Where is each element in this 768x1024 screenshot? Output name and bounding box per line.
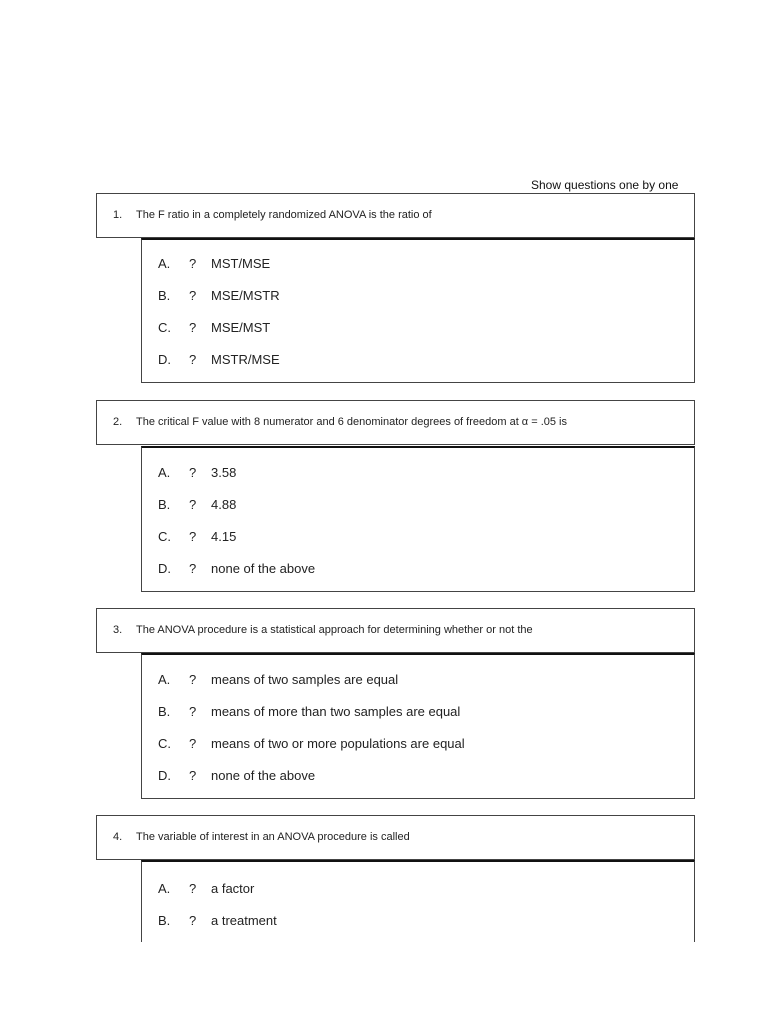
option-letter: A. [158, 881, 171, 896]
option-marker[interactable]: ? [189, 529, 197, 544]
option-text: MST/MSE [211, 256, 271, 271]
question-text: The ANOVA procedure is a statistical approach for determining whether or not the [136, 624, 533, 636]
option-letter: A. [158, 256, 171, 271]
option-text: 3.58 [211, 465, 237, 480]
option-letter: A. [158, 672, 171, 687]
option-text: a treatment [211, 913, 277, 928]
answer-list-3 [141, 653, 695, 799]
option-letter: B. [158, 288, 171, 303]
option-letter: C. [158, 736, 171, 751]
question-3 [96, 608, 695, 653]
option-letter: D. [158, 561, 171, 576]
option-text: MSE/MST [211, 320, 271, 335]
option-marker[interactable]: ? [189, 352, 197, 367]
option-letter: B. [158, 913, 171, 928]
option-text: means of two samples are equal [211, 672, 399, 687]
answer-option[interactable] [142, 352, 694, 384]
option-letter: D. [158, 768, 171, 783]
option-letter: A. [158, 465, 171, 480]
option-letter: B. [158, 497, 171, 512]
option-marker[interactable]: ? [189, 465, 197, 480]
option-text: none of the above [211, 768, 316, 783]
answer-option[interactable] [142, 256, 694, 288]
answer-option[interactable] [142, 913, 694, 945]
question-text: The F ratio in a completely randomized ANOVA is the ratio of [136, 209, 432, 221]
question-number: 4. [113, 831, 123, 843]
question-text: The critical F value with 8 numerator and 6 denominator degrees of freedom at α = .05 is [136, 416, 567, 428]
option-marker[interactable]: ? [189, 561, 197, 576]
option-text: none of the above [211, 561, 316, 576]
answer-option[interactable] [142, 768, 694, 800]
answer-option[interactable] [142, 497, 694, 529]
option-text: a factor [211, 881, 255, 896]
question-number: 1. [113, 209, 123, 221]
option-letter: B. [158, 704, 171, 719]
answer-option[interactable] [142, 320, 694, 352]
option-marker[interactable]: ? [189, 672, 197, 687]
option-text: 4.88 [211, 497, 237, 512]
option-marker[interactable]: ? [189, 913, 197, 928]
show-questions-one-by-one-link[interactable]: Show questions one by one [531, 178, 679, 192]
option-text: 4.15 [211, 529, 237, 544]
answer-list-1 [141, 238, 695, 383]
option-marker[interactable]: ? [189, 497, 197, 512]
answer-option[interactable] [142, 529, 694, 561]
answer-option[interactable] [142, 561, 694, 593]
question-2 [96, 400, 695, 445]
option-text: MSTR/MSE [211, 352, 280, 367]
option-text: means of two or more populations are equal [211, 736, 465, 751]
option-marker[interactable]: ? [189, 768, 197, 783]
answer-option[interactable] [142, 736, 694, 768]
option-text: MSE/MSTR [211, 288, 280, 303]
answer-option[interactable] [142, 672, 694, 704]
option-letter: D. [158, 352, 171, 367]
question-1 [96, 193, 695, 238]
answer-option[interactable] [142, 704, 694, 736]
option-marker[interactable]: ? [189, 704, 197, 719]
answer-option[interactable] [142, 288, 694, 320]
question-4 [96, 815, 695, 860]
question-number: 2. [113, 416, 123, 428]
option-marker[interactable]: ? [189, 881, 197, 896]
question-text: The variable of interest in an ANOVA procedure is called [136, 831, 410, 843]
answer-list-2 [141, 446, 695, 592]
option-letter: C. [158, 529, 171, 544]
option-letter: C. [158, 320, 171, 335]
option-marker[interactable]: ? [189, 320, 197, 335]
answer-list-4 [141, 860, 695, 942]
option-marker[interactable]: ? [189, 288, 197, 303]
option-marker[interactable]: ? [189, 736, 197, 751]
question-number: 3. [113, 624, 123, 636]
option-marker[interactable]: ? [189, 256, 197, 271]
answer-option[interactable] [142, 881, 694, 913]
answer-option[interactable] [142, 465, 694, 497]
option-text: means of more than two samples are equal [211, 704, 461, 719]
